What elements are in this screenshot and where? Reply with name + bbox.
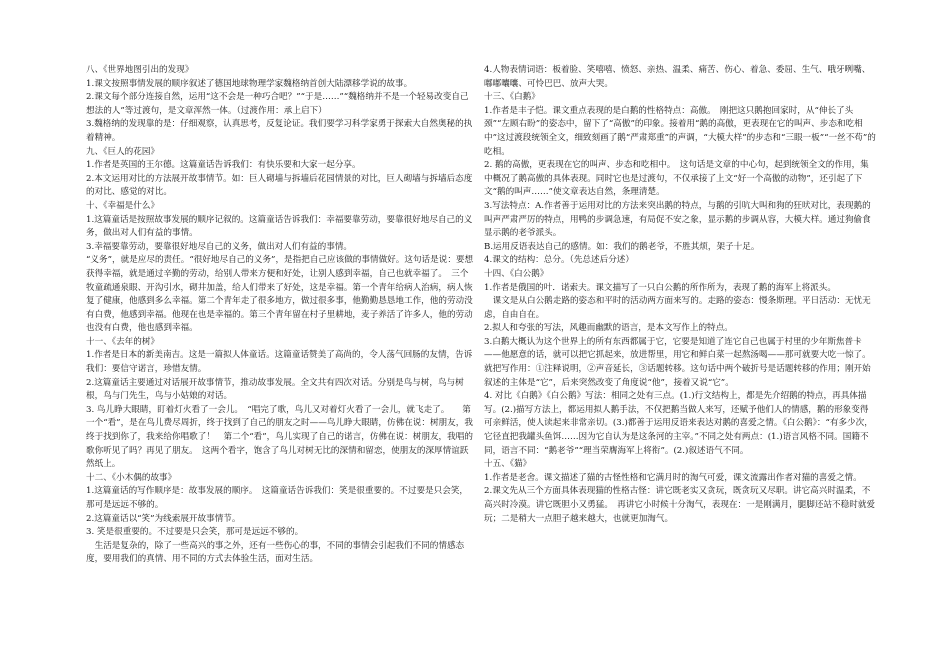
paragraph: 1.这篇童话是按照故事发展的顺序记叙的。这篇童话告诉我们：幸福要靠劳动，要靠很好地尽自己的义务，做出对人们有益的事情。 bbox=[86, 214, 473, 239]
paragraph: 2.这篇童话以“笑”为线索展开故事情节。 bbox=[86, 513, 241, 524]
paragraph: 4.人物表情词语：板着脸、笑嘻嘻、愤怒、亲热、温柔、痛苦、伤心、着急、委屈、生气、哦牙咧嘴、嘟嘟囔囔、可怜巴巴、放声大哭。 bbox=[484, 65, 871, 89]
paragraph: 3. 笑是很重要的。不过要是只会笑，那可是远远不够的。 bbox=[86, 527, 304, 538]
paragraph: 4.课文的结构：总分。（先总述后分述） bbox=[484, 255, 634, 266]
paragraph: “义务”，就是应尽的责任。“很好地尽自己的义务”，是指把自己应该做的事情做好。这句话是说：要想获得幸福，就是通过辛勤的劳动，给别人带来方便和好处，让别人感到幸福，自己也就幸福了。 三个牧童疏通泉眼、开沟引水，砌井加盖，给人们带来了好处，这是幸福。第一个青年给病人治病，病人恢复了健康，他感到多么幸福。第二个青年走了很多地方，做过很多事，他勤勤恳恳地工作，他的劳动没有白费，他感到幸福。他现在也是幸福的。第三个青年留在村子里耕地，麦子养活了许多人，他的劳动也没有白费，他也感到幸福。 bbox=[86, 255, 474, 334]
paragraph: 1.课文按照事情发展的顺序叙述了德国地球物理学家魏格纳首创大陆漂移学说的故事。 bbox=[86, 78, 413, 89]
left-column bbox=[86, 64, 474, 567]
paragraph: 2. 鹅的高傲，更表现在它的叫声、步态和吃相中。 这句话是文章的中心句，起到统领全文的作用，集中概况了鹅高傲的具体表现。同时它也是过渡句，不仅承接了上文“好一个高傲的动物”，还引起了下文“鹅的叫声……”使文章表达自然，条理清楚。 bbox=[484, 160, 869, 198]
paragraph: 3.幸福要靠劳动，要靠很好地尽自己的义务，做出对人们有益的事情。 bbox=[86, 241, 353, 252]
paragraph: 3.魏格纳的发现靠的是：仔细观察，认真思考，反复论证。我们要学习科学家勇于探索大自然奥秘的执着精神。 bbox=[86, 119, 473, 143]
section-heading: 十一、《去年的树》 bbox=[86, 336, 160, 347]
paragraph: 3.白鹅大概认为这个世界上的所有东西都属于它，它要是知道了连它自己也属于村里的少年斯焦普卡——他愿意的话，就可以把它抓起来，放进帮里，用它和鲜白菜一起熬汤喝——那可就要大吃一惊了。 就把写作用：①注释说明，②声音延长，③话题转移。这句话中两个破折号是话题转移的作用；刚开始叙述的主体是“它”，后来突然改变了角度说“他”，接着又说“它”。 bbox=[484, 336, 876, 388]
section-heading: 十二、《小木偶的故事》 bbox=[86, 472, 177, 483]
section-heading: 十四、《白公鹅》 bbox=[484, 268, 549, 279]
paragraph: 2.本文运用对比的方法展开故事情节。如：巨人砌墙与拆墙后花园情景的对比，巨人砌墙与拆墙后态度的对比、感觉的对比。 bbox=[86, 173, 473, 198]
paragraph: B.运用反语表达自己的感情。如：我们的鹅老爷，不胜其烦，架子十足。 bbox=[484, 241, 760, 252]
section-heading: 十三、《白鹅》 bbox=[484, 92, 540, 103]
right-column bbox=[484, 64, 876, 526]
section-heading: 八、《世界地图引出的发现》 bbox=[86, 65, 194, 75]
section-heading: 十五、《猫》 bbox=[484, 459, 532, 470]
paragraph: 生活是复杂的，除了一些高兴的事之外，还有一些伤心的事，不同的事情会引起我们不同的情感态度，要用我们的真情、用不同的方式去体验生活，面对生活。 bbox=[86, 540, 465, 565]
paragraph: 4. 对比《白鹅》《白公鹅》写法：相同之处有三点。(1.)行文结构上，都是先介绍鹅的特点，再具体描写。(2.)描写方法上，都运用拟人鹅手法，不仅把鹅当做人来写，还赋予他们人的情感，鹅的形象变得可亲鲜活，使人读起来非常亲切。(3.)都善于运用反语来表达对鹅的喜爱之情。《白公鹅》：“有多少次，它径直把我罐头鱼饵……因为它自认为是这条河的主宰。”不同之处有两点：(1.)语言风格不同。国籍不同，语言不同：“鹅老爷”“理当荣膺海军上将衔”。(2.)叙述语气不同。 bbox=[484, 391, 873, 456]
section-heading: 十、《幸福是什么》 bbox=[86, 200, 160, 211]
paragraph: 3. 鸟儿睁大眼睛，盯着灯火看了一会儿。 “唱完了歌，鸟儿又对着灯火看了一会儿，就飞走了。 第一个“看”，是在鸟儿费尽周折，终于找到了自己的朋友之时——鸟儿睁大眼睛，仿佛在说：树朋友，我终于找到你了，我来给你唱歌了！ 第二个“看”，鸟儿实现了自己的诺言，仿佛在说：树朋友，我唱的歌你听见了吗？再见了朋友。 这两个看字，饱含了鸟儿对树无比的深情和留恋，使朋友的深厚情谊跃然纸上。 bbox=[86, 404, 473, 470]
paragraph: 课文是从白公鹅走路的姿态和平时的活动两方面来写的。走路的姿态：慢条斯理。平日活动：无忧无虑，自由自在。 bbox=[484, 296, 871, 320]
paragraph: 1.作者是老舍。课文描述了猫的古怪性格和它满月时的淘气可爱，课文流露出作者对猫的喜爱之情。 bbox=[484, 472, 862, 483]
paragraph: 1.这篇童话的写作顺序是：故事发展的顺序。 这篇童话告诉我们：笑是很重要的。不过要是只会笑，那可是远远不够的。 bbox=[86, 486, 469, 510]
paragraph: 2.课文先从三个方面具体表现猫的性格古怪：讲它既老实又贪玩，既贪玩又尽职。讲它高兴时温柔，不高兴时冷漠。讲它既胆小又勇猛。 再讲它小时候十分淘气，表现在：一是刚满月，腿脚还站不稳时就爱玩；二是稍大一点胆子越来越大，也就更加淘气。 bbox=[484, 486, 876, 524]
paragraph: 1.作者是丰子恺。课文重点表现的是白鹅的性格特点：高傲。 刚把这只鹅抱回家时，从“伸长了头颈”“左顾右盼”的姿态中，留下了“高傲”的印象。接着用“鹅的高傲，更表现在它的叫声、步态和吃相中”这过渡段统领全文，细致刻画了鹅“严肃郑重”的声调，“大模大样”的步态和“三眼一板”“一丝不苟”的吃相。 bbox=[484, 105, 876, 157]
section-heading: 九、《巨人的花园》 bbox=[86, 146, 160, 157]
paragraph: 3.写法特点：A.作者善于运用对比的方法来突出鹅的特点，与鹅的引吭大叫和狗的狂吠对比，表现鹅的叫声严肃严厉的特点，用鸭的步调急速，有局促不安之象，显示鹅的步调从容，大模大样。通过狗偷食显示鹅的老爷派头。 bbox=[484, 200, 871, 239]
paragraph: 1.作者是日本的新美南吉。这是一篇拟人体童话。这篇童话赞美了高尚的，令人荡气回肠的友情，告诉我们：要信守诺言，珍惜友情。 bbox=[86, 350, 473, 375]
paragraph: 1.作者是俄国的叶．诺索夫。课文描写了一只白公鹅的所作所为，表现了鹅的海军上将派头。 bbox=[484, 282, 836, 293]
paragraph: 1.作者是英国的王尔德。这篇童话告诉我们：有快乐要和大家一起分享。 bbox=[86, 160, 361, 171]
paragraph: 2.课文每个部分连接自然，运用“这不会是一种巧合吧？”“于是……”“魏格纳并不是一个轻易改变自己想法的人”等过渡句，是文章浑然一体。（过渡作用：承上启下） bbox=[86, 92, 469, 116]
paragraph: 2.拟人和夸张的写法，风趣而幽默的语言，是本文写作上的特点。 bbox=[484, 323, 733, 334]
paragraph: 2.这篇童话主要通过对话展开故事情节，推动故事发展。全文共有四次对话。分别是鸟与树，鸟与树根，鸟与门先生，鸟与小姑娘的对话。 bbox=[86, 377, 464, 402]
